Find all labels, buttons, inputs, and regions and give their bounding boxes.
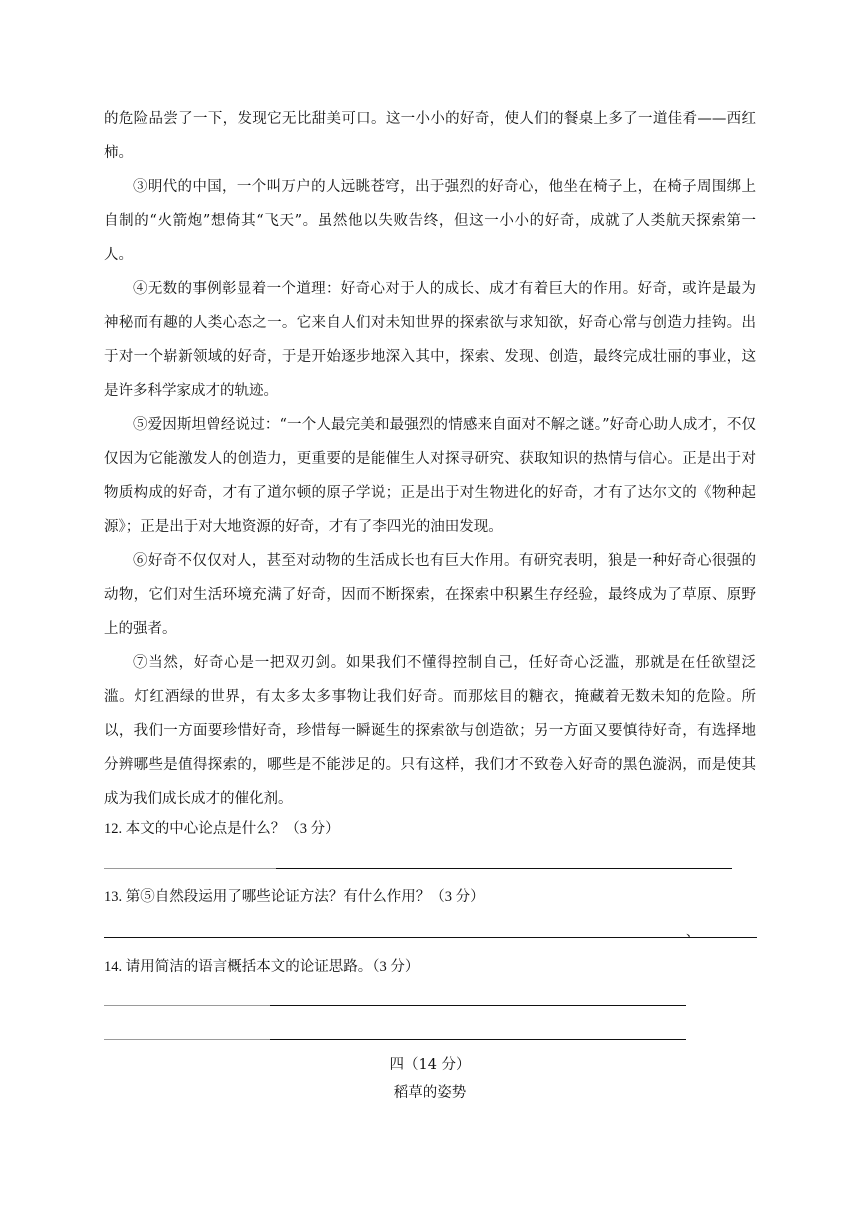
passage-paragraph-4: ④无数的事例彰显着一个道理：好奇心对于人的成长、成才有着巨大的作用。好奇，或许是最为神秘而有趣的人类心态之一。它来自人们对未知世界的探索欲与求知欲，好奇心常与创造力挂钩。出于对一个崭新领域的好奇，于是开始逐步地深入其中，探索、发现、创造，最终完成壮丽的事业，这是许多科学家成才的轨迹。: [104, 281, 756, 399]
question-14: 14. 请用简洁的语言概括本文的论证思路。（3 分）: [104, 959, 420, 975]
passage-paragraph-3: ③明代的中国，一个叫万户的人远眺苍穹，出于强烈的好奇心，他坐在椅子上，在椅子周围绑上自制的“火箭炮”想倚其“飞天”。虽然他以失败告终，但这一小小的好奇，成就了人类航天探索第一人。: [104, 179, 756, 263]
passage-paragraph-5: ⑤爱因斯坦曾经说过：“一个人最完美和最强烈的情感来自面对不解之谜。”好奇心助人成才，不仅仅因为它能激发人的创造力，更重要的是能催生人对探寻研究、获取知识的热情与信心。正是出于对物质构成的好奇，才有了道尔顿的原子学说；正是出于对生物进化的好奇，才有了达尔文的《物种起源》；正是出于对大地资源的好奇，才有了李四光的油田发现。: [104, 417, 756, 535]
section-heading: 四（14 分）: [389, 1057, 471, 1073]
passage-paragraph-6: ⑥好奇不仅仅对人，甚至对动物的生活成长也有巨大作用。有研究表明，狼是一种好奇心很强的动物，它们对生活环境充满了好奇，因而不断探索，在探索中积累生存经验，最终成为了草原、原野上的强者。: [104, 553, 756, 637]
passage-paragraph-7: ⑦当然，好奇心是一把双刃剑。如果我们不懂得控制自己，任好奇心泛滥，那就是在任欲望泛滥。灯红酒绿的世界，有太多太多事物让我们好奇。而那炫目的糖衣，掩藏着无数未知的危险。所以，我们一方面要珍惜好奇，珍惜每一瞬诞生的探索欲与创造欲；另一方面又要慎待好奇，有选择地分辨哪些是值得探索的，哪些是不能涉足的。只有这样，我们才不致卷入好奇的黑色漩涡，而是使其成为我们成长成才的催化剂。: [104, 655, 756, 807]
question-13: 13. 第⑤自然段运用了哪些论证方法？有什么作用？（3 分）: [104, 889, 485, 905]
article-title: 稻草的姿势: [393, 1085, 467, 1101]
passage-paragraph-1: 的危险品尝了一下，发现它无比甜美可口。这一小小的好奇，使人们的餐桌上多了一道佳肴——西红柿。: [104, 111, 756, 161]
answer-mark: 、: [686, 925, 700, 940]
question-12: 12. 本文的中心论点是什么？（3 分）: [104, 821, 340, 837]
